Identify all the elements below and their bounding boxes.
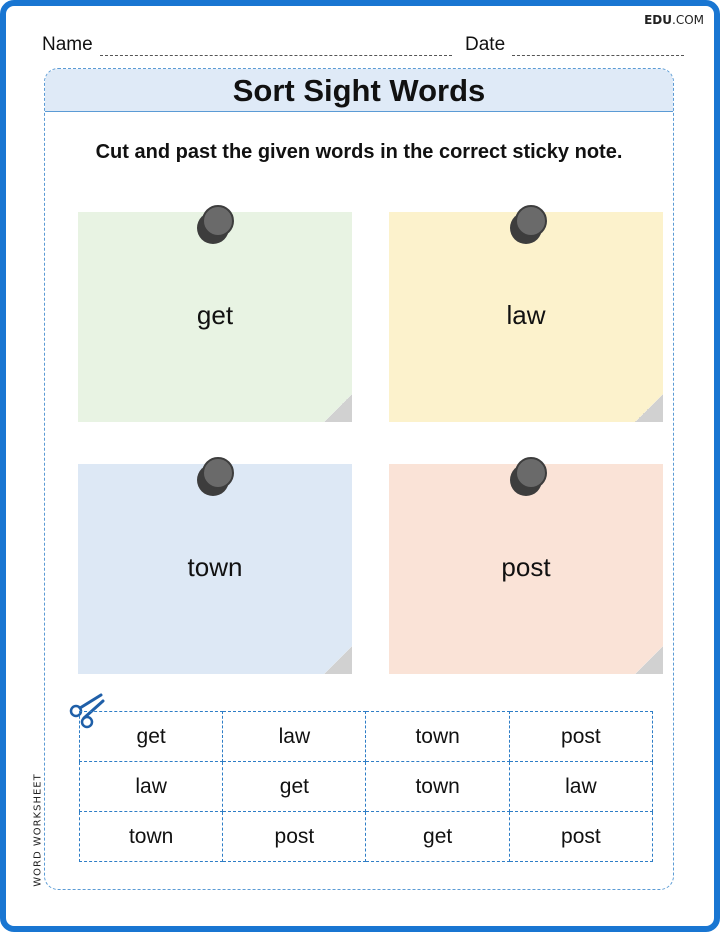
word-cell[interactable]: law bbox=[80, 762, 223, 812]
brand-logo-thin: .COM bbox=[672, 13, 704, 27]
pushpin-icon bbox=[194, 204, 236, 246]
sticky-note-get bbox=[78, 212, 352, 422]
side-label-text: WORD WORKSHEET bbox=[32, 773, 44, 887]
side-label bbox=[28, 771, 48, 889]
word-cell[interactable]: get bbox=[80, 712, 223, 762]
word-cell[interactable]: law bbox=[223, 712, 366, 762]
pushpin-icon bbox=[507, 204, 549, 246]
sticky-note-town bbox=[78, 464, 352, 674]
word-cell[interactable]: post bbox=[223, 812, 366, 862]
word-cell[interactable]: post bbox=[509, 712, 652, 762]
page-curl bbox=[635, 646, 663, 674]
table-row bbox=[80, 762, 653, 812]
worksheet-card bbox=[44, 68, 674, 890]
sticky-note-word: law bbox=[506, 300, 546, 330]
cut-out-word-table bbox=[79, 711, 653, 862]
word-cell[interactable]: get bbox=[223, 762, 366, 812]
brand-logo bbox=[644, 13, 704, 27]
brand-logo-bold: EDU bbox=[644, 13, 672, 27]
word-cell[interactable]: get bbox=[366, 812, 509, 862]
word-cell[interactable]: law bbox=[509, 762, 652, 812]
pushpin-icon bbox=[507, 456, 549, 498]
page-curl bbox=[635, 394, 663, 422]
word-cell[interactable]: town bbox=[366, 762, 509, 812]
name-date-row bbox=[42, 32, 678, 58]
sticky-note-law bbox=[389, 212, 663, 422]
page-curl bbox=[324, 646, 352, 674]
date-label: Date bbox=[465, 34, 506, 55]
pushpin-icon bbox=[194, 456, 236, 498]
word-cell[interactable]: town bbox=[80, 812, 223, 862]
sticky-note-word: get bbox=[196, 300, 234, 330]
page-title: Sort Sight Words bbox=[45, 69, 673, 112]
table-row bbox=[80, 812, 653, 862]
sticky-note-post bbox=[389, 464, 663, 674]
table-row bbox=[80, 712, 653, 762]
instruction-text: Cut and past the given words in the correct sticky note. bbox=[95, 141, 623, 163]
sticky-note-word: post bbox=[501, 552, 551, 582]
name-line[interactable] bbox=[100, 54, 452, 56]
word-cell[interactable]: post bbox=[509, 812, 652, 862]
word-cell[interactable]: town bbox=[366, 712, 509, 762]
name-label: Name bbox=[42, 34, 93, 55]
sticky-note-word: town bbox=[187, 552, 243, 582]
page-curl bbox=[324, 394, 352, 422]
date-line[interactable] bbox=[512, 54, 684, 56]
